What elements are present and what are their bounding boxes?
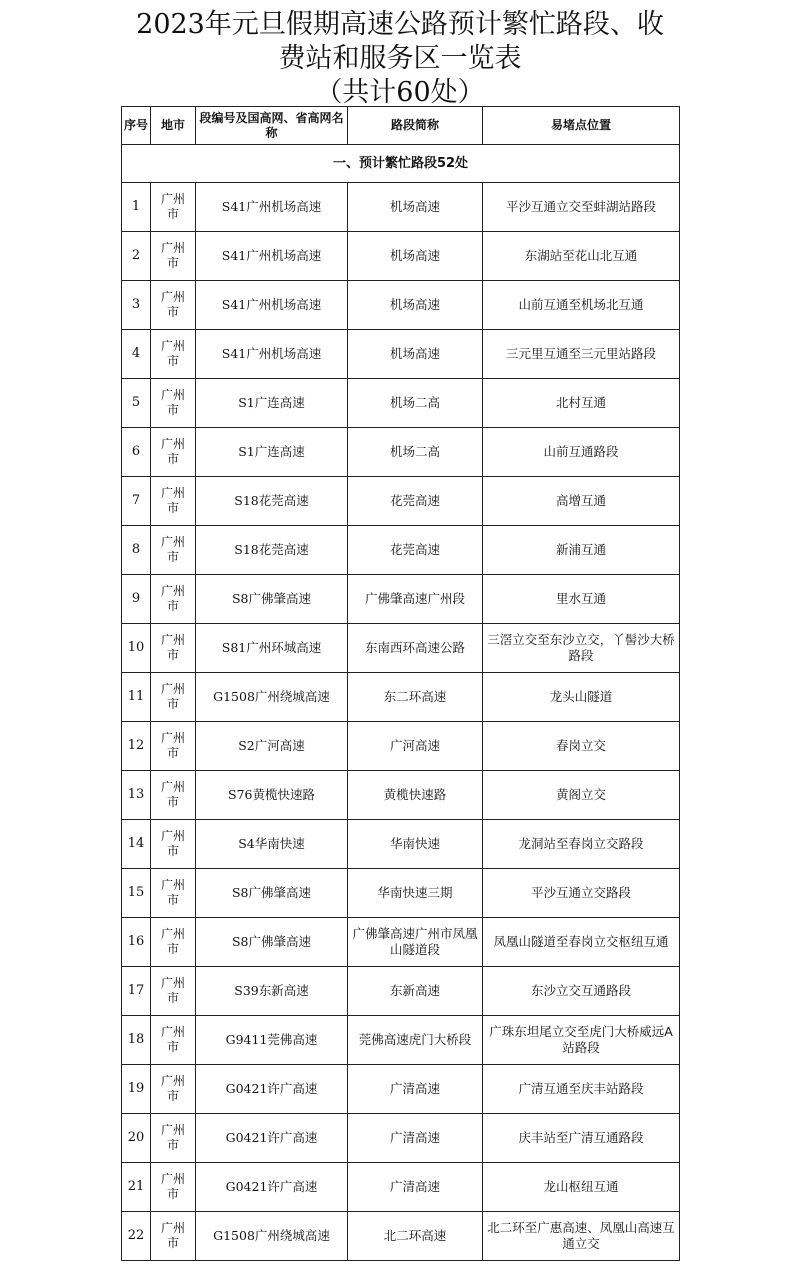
row-city: 广州市 bbox=[151, 820, 196, 869]
header-no: 序号 bbox=[122, 107, 151, 145]
table-row bbox=[122, 575, 680, 624]
row-city: 广州市 bbox=[151, 526, 196, 575]
row-city: 广州市 bbox=[151, 330, 196, 379]
row-location: 黄阁立交 bbox=[483, 771, 680, 820]
row-route: S76黄榄快速路 bbox=[196, 771, 348, 820]
table-row bbox=[122, 232, 680, 281]
row-location: 山前互通路段 bbox=[483, 428, 680, 477]
table-row bbox=[122, 379, 680, 428]
row-section: 东二环高速 bbox=[348, 673, 483, 722]
row-section: 东南西环高速公路 bbox=[348, 624, 483, 673]
row-number: 16 bbox=[122, 918, 151, 967]
row-route: S8广佛肇高速 bbox=[196, 918, 348, 967]
row-number: 4 bbox=[122, 330, 151, 379]
header-location: 易堵点位置 bbox=[483, 107, 680, 145]
row-section: 广清高速 bbox=[348, 1065, 483, 1114]
row-city: 广州市 bbox=[151, 967, 196, 1016]
section-row bbox=[122, 145, 680, 183]
row-number: 17 bbox=[122, 967, 151, 1016]
row-location: 广清互通至庆丰站路段 bbox=[483, 1065, 680, 1114]
row-route: S1广连高速 bbox=[196, 379, 348, 428]
row-city: 广州市 bbox=[151, 428, 196, 477]
row-location: 庆丰站至广清互通路段 bbox=[483, 1114, 680, 1163]
row-city: 广州市 bbox=[151, 1163, 196, 1212]
row-location: 平沙互通立交路段 bbox=[483, 869, 680, 918]
row-city: 广州市 bbox=[151, 1212, 196, 1261]
row-city: 广州市 bbox=[151, 673, 196, 722]
row-section: 广佛肇高速广州市凤凰山隧道段 bbox=[348, 918, 483, 967]
row-location: 三滘立交至东沙立交，丫髻沙大桥路段 bbox=[483, 624, 680, 673]
row-number: 2 bbox=[122, 232, 151, 281]
row-number: 12 bbox=[122, 722, 151, 771]
row-number: 15 bbox=[122, 869, 151, 918]
congestion-table bbox=[121, 106, 680, 1261]
row-route: G1508广州绕城高速 bbox=[196, 673, 348, 722]
title-line-1: 2023年元旦假期高速公路预计繁忙路段、收 bbox=[136, 9, 664, 40]
table-row bbox=[122, 183, 680, 232]
section-title: 一、预计繁忙路段52处 bbox=[122, 145, 680, 183]
table-row bbox=[122, 1212, 680, 1261]
row-location: 平沙互通立交至蚌湖站路段 bbox=[483, 183, 680, 232]
row-route: S39东新高速 bbox=[196, 967, 348, 1016]
row-number: 20 bbox=[122, 1114, 151, 1163]
row-route: G0421许广高速 bbox=[196, 1114, 348, 1163]
row-location: 凤凰山隧道至春岗立交枢纽互通 bbox=[483, 918, 680, 967]
row-number: 3 bbox=[122, 281, 151, 330]
row-route: G0421许广高速 bbox=[196, 1163, 348, 1212]
table-row bbox=[122, 1065, 680, 1114]
row-location: 龙洞站至春岗立交路段 bbox=[483, 820, 680, 869]
row-section: 北二环高速 bbox=[348, 1212, 483, 1261]
row-location: 春岗立交 bbox=[483, 722, 680, 771]
row-route: S2广河高速 bbox=[196, 722, 348, 771]
row-route: S18花莞高速 bbox=[196, 526, 348, 575]
row-section: 莞佛高速虎门大桥段 bbox=[348, 1016, 483, 1065]
row-location: 北村互通 bbox=[483, 379, 680, 428]
row-route: S8广佛肇高速 bbox=[196, 869, 348, 918]
table-row bbox=[122, 1163, 680, 1212]
row-location: 高增互通 bbox=[483, 477, 680, 526]
row-location: 东沙立交互通路段 bbox=[483, 967, 680, 1016]
row-city: 广州市 bbox=[151, 575, 196, 624]
table-row bbox=[122, 673, 680, 722]
row-number: 13 bbox=[122, 771, 151, 820]
table-header-row bbox=[122, 107, 680, 145]
table-row bbox=[122, 1016, 680, 1065]
row-route: S8广佛肇高速 bbox=[196, 575, 348, 624]
row-number: 18 bbox=[122, 1016, 151, 1065]
row-section: 黄榄快速路 bbox=[348, 771, 483, 820]
row-city: 广州市 bbox=[151, 232, 196, 281]
row-number: 9 bbox=[122, 575, 151, 624]
row-number: 11 bbox=[122, 673, 151, 722]
row-section: 花莞高速 bbox=[348, 526, 483, 575]
table-row bbox=[122, 624, 680, 673]
row-route: S41广州机场高速 bbox=[196, 281, 348, 330]
row-section: 机场高速 bbox=[348, 330, 483, 379]
row-number: 7 bbox=[122, 477, 151, 526]
row-location: 新浦互通 bbox=[483, 526, 680, 575]
document-title bbox=[0, 8, 800, 110]
row-number: 10 bbox=[122, 624, 151, 673]
table-row bbox=[122, 330, 680, 379]
row-city: 广州市 bbox=[151, 281, 196, 330]
header-route: 段编号及国高网、省高网名称 bbox=[196, 107, 348, 145]
row-city: 广州市 bbox=[151, 771, 196, 820]
row-number: 6 bbox=[122, 428, 151, 477]
row-route: S41广州机场高速 bbox=[196, 330, 348, 379]
row-location: 广珠东坦尾立交至虎门大桥威远A站路段 bbox=[483, 1016, 680, 1065]
row-section: 东新高速 bbox=[348, 967, 483, 1016]
row-route: G1508广州绕城高速 bbox=[196, 1212, 348, 1261]
table-row bbox=[122, 869, 680, 918]
table-row bbox=[122, 967, 680, 1016]
row-section: 机场二高 bbox=[348, 379, 483, 428]
table-row bbox=[122, 526, 680, 575]
row-city: 广州市 bbox=[151, 1065, 196, 1114]
row-number: 21 bbox=[122, 1163, 151, 1212]
table-row bbox=[122, 771, 680, 820]
row-route: S1广连高速 bbox=[196, 428, 348, 477]
table-row bbox=[122, 918, 680, 967]
row-route: G0421许广高速 bbox=[196, 1065, 348, 1114]
row-route: S18花莞高速 bbox=[196, 477, 348, 526]
row-number: 14 bbox=[122, 820, 151, 869]
row-route: S41广州机场高速 bbox=[196, 183, 348, 232]
row-section: 广清高速 bbox=[348, 1163, 483, 1212]
row-location: 北二环至广惠高速、凤凰山高速互通立交 bbox=[483, 1212, 680, 1261]
row-section: 花莞高速 bbox=[348, 477, 483, 526]
row-section: 广河高速 bbox=[348, 722, 483, 771]
row-city: 广州市 bbox=[151, 183, 196, 232]
header-city: 地市 bbox=[151, 107, 196, 145]
row-location: 龙山枢纽互通 bbox=[483, 1163, 680, 1212]
row-section: 机场高速 bbox=[348, 183, 483, 232]
row-number: 19 bbox=[122, 1065, 151, 1114]
row-section: 广清高速 bbox=[348, 1114, 483, 1163]
table-row bbox=[122, 820, 680, 869]
row-city: 广州市 bbox=[151, 1016, 196, 1065]
row-city: 广州市 bbox=[151, 477, 196, 526]
table-row bbox=[122, 477, 680, 526]
row-route: S81广州环城高速 bbox=[196, 624, 348, 673]
row-location: 东湖站至花山北互通 bbox=[483, 232, 680, 281]
row-number: 8 bbox=[122, 526, 151, 575]
row-route: G9411莞佛高速 bbox=[196, 1016, 348, 1065]
table-row bbox=[122, 428, 680, 477]
row-city: 广州市 bbox=[151, 869, 196, 918]
table-row bbox=[122, 722, 680, 771]
row-section: 华南快速 bbox=[348, 820, 483, 869]
header-section: 路段简称 bbox=[348, 107, 483, 145]
row-section: 机场高速 bbox=[348, 232, 483, 281]
table-row bbox=[122, 1114, 680, 1163]
row-location: 龙头山隧道 bbox=[483, 673, 680, 722]
title-line-3: （共计60处） bbox=[315, 77, 485, 108]
row-city: 广州市 bbox=[151, 918, 196, 967]
row-location: 山前互通至机场北互通 bbox=[483, 281, 680, 330]
row-location: 里水互通 bbox=[483, 575, 680, 624]
row-section: 机场高速 bbox=[348, 281, 483, 330]
row-city: 广州市 bbox=[151, 379, 196, 428]
row-location: 三元里互通至三元里站路段 bbox=[483, 330, 680, 379]
row-route: S4华南快速 bbox=[196, 820, 348, 869]
row-section: 华南快速三期 bbox=[348, 869, 483, 918]
title-line-2: 费站和服务区一览表 bbox=[278, 43, 522, 74]
row-city: 广州市 bbox=[151, 722, 196, 771]
row-section: 广佛肇高速广州段 bbox=[348, 575, 483, 624]
row-route: S41广州机场高速 bbox=[196, 232, 348, 281]
row-section: 机场二高 bbox=[348, 428, 483, 477]
row-number: 1 bbox=[122, 183, 151, 232]
row-number: 22 bbox=[122, 1212, 151, 1261]
table-row bbox=[122, 281, 680, 330]
row-number: 5 bbox=[122, 379, 151, 428]
row-city: 广州市 bbox=[151, 624, 196, 673]
row-city: 广州市 bbox=[151, 1114, 196, 1163]
